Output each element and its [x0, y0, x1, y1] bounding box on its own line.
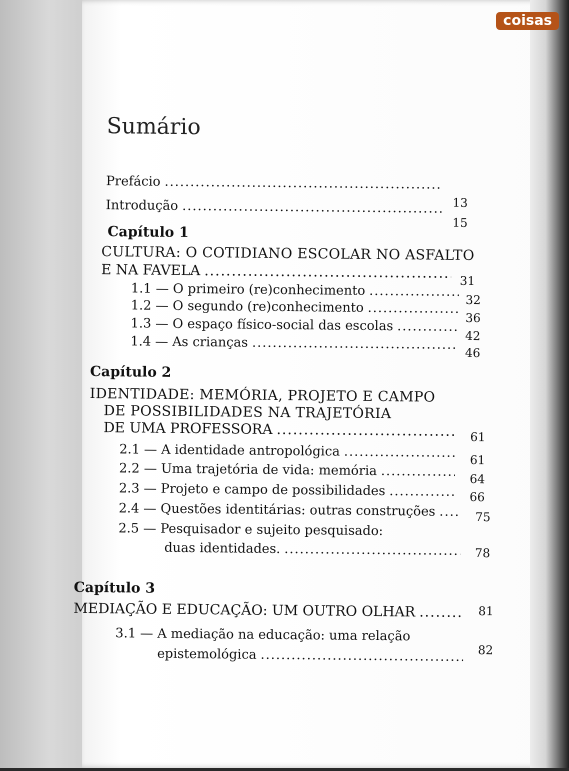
toc-entry-2-1: 2.1 — A identidade antropológica ..... — [119, 442, 459, 461]
entry-page: 82 — [477, 643, 494, 658]
chapter-1-heading: CULTURA: O COTIDIANO ESCOLAR NO ASFALTO — [101, 244, 475, 265]
chapter-3-heading: MEDIAÇÃO E EDUCAÇÃO: UM OUTRO OLHAR ..... — [74, 601, 468, 621]
entry-page: 32 — [465, 292, 481, 308]
entry-label: Prefácio — [105, 174, 161, 190]
toc-entry-introducao — [106, 198, 446, 217]
entry-page: 46 — [464, 345, 481, 361]
entry-label: Introdução — [105, 198, 179, 214]
entry-page: 78 — [474, 546, 491, 561]
chapter-2-heading-cont: DE POSSIBILIDADES NA TRAJETÓRIA — [103, 403, 392, 423]
toc-entry-1-3: 1.3 — O espaço físico-social das escolas ..... — [131, 316, 463, 334]
entry-page: 15 — [452, 215, 468, 230]
toc-title: Sumário — [106, 114, 201, 141]
entry-page: 75 — [475, 510, 491, 525]
chapter-2-heading-cont2: DE UMA PROFESSORA ..... — [103, 420, 461, 440]
toc-entry-3-1-cont: epistemológica ..... — [157, 647, 467, 665]
toc-entry-1-2: 1.2 — O segundo (re)conhecimento ..... — [131, 298, 463, 316]
entry-page: 13 — [452, 195, 468, 210]
entry-page: 66 — [469, 489, 485, 505]
entry-page: 42 — [465, 328, 481, 344]
toc-entry-2-3: 2.3 — Projeto e campo de possibilidades ..... — [119, 481, 459, 500]
watermark-logo: coisas — [496, 12, 559, 30]
toc-entry-2-2: 2.2 — Uma trajetória de vida: memória ..... — [119, 461, 459, 480]
toc-entry-2-5-cont: duas identidades. ..... — [164, 541, 464, 559]
toc-entry-2-5: 2.5 — Pesquisador e sujeito pesquisado: — [118, 521, 384, 540]
chapter-2-label: Capítulo 2 — [89, 364, 172, 381]
toc-entry-3-1: 3.1 — A mediação na educação: uma relação — [115, 626, 411, 645]
chapter-1-heading-cont: E NA FAVELA ..... — [101, 262, 455, 282]
toc-entry-1-1: 1.1 — O primeiro (re)conhecimento ..... — [131, 281, 463, 299]
entry-page: 61 — [470, 429, 486, 445]
toc-entry-2-4: 2.4 — Questões identitárias: outras construções ..... — [119, 501, 465, 520]
entry-page: 61 — [469, 452, 486, 468]
entry-page: 36 — [465, 310, 481, 326]
chapter-1-label: Capítulo 1 — [107, 224, 189, 242]
entry-page: 81 — [478, 604, 494, 619]
chapter-2-heading: IDENTIDADE: MEMÓRIA, PROJETO E CAMPO — [89, 386, 436, 406]
chapter-3-label: Capítulo 3 — [73, 579, 156, 597]
toc-entry-1-4: 1.4 — As crianças ..... — [130, 334, 462, 352]
entry-page: 64 — [469, 471, 486, 487]
toc-entry-prefacio — [106, 174, 446, 193]
entry-page: 31 — [459, 273, 476, 289]
